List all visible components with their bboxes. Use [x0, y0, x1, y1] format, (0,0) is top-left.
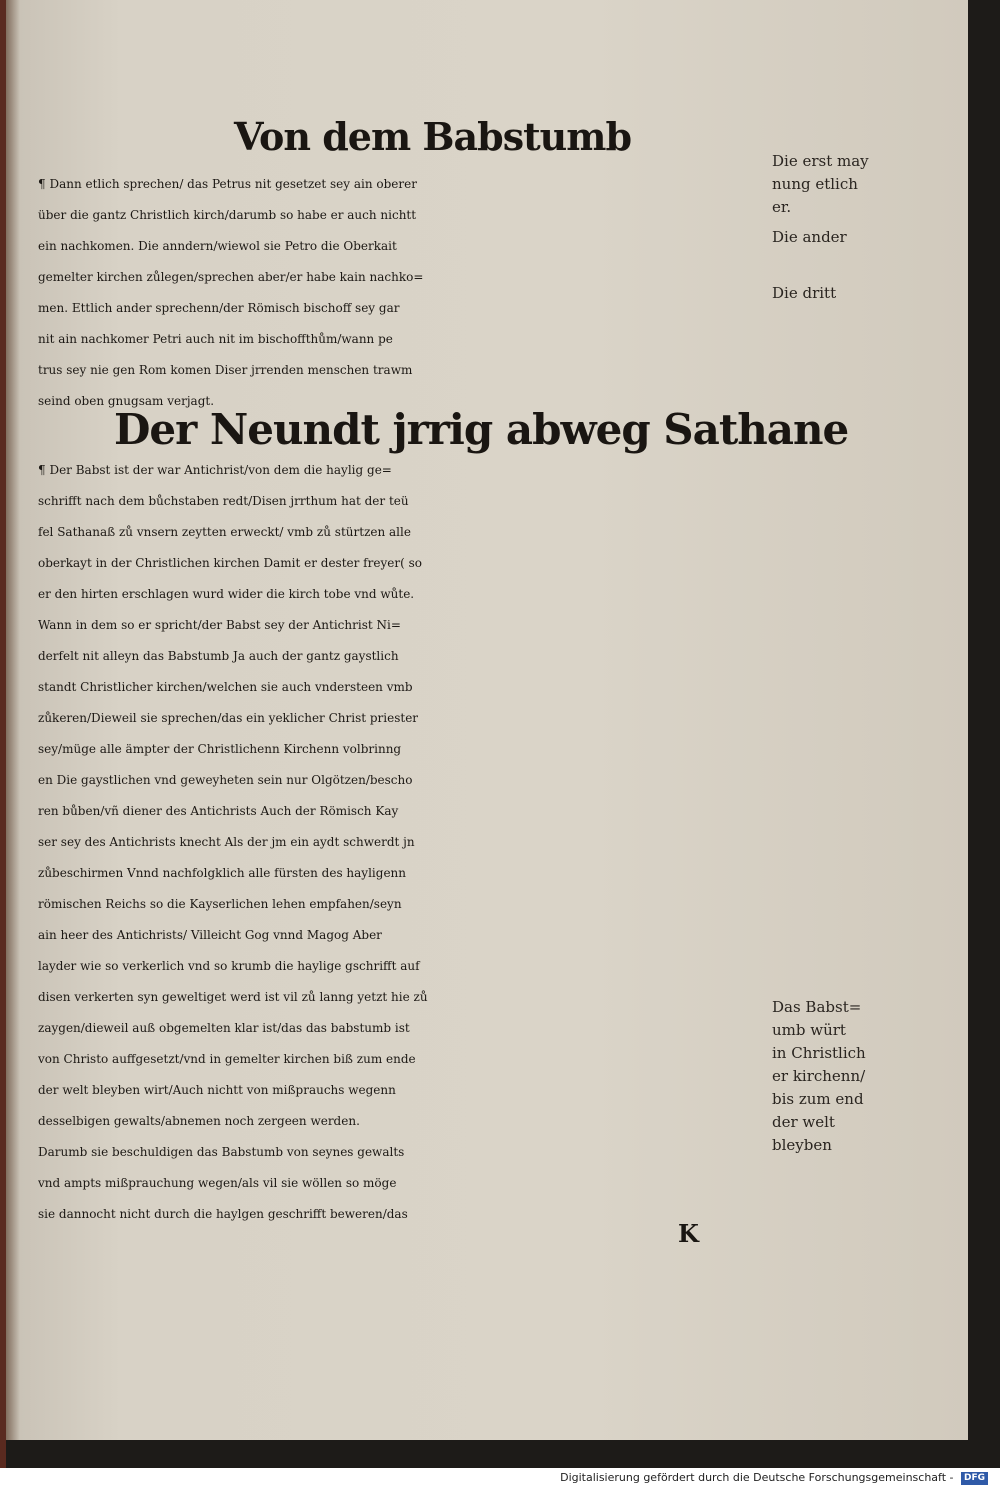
text-line: schrifft nach dem bůchstaben redt/Disen jrrthum hat der teü [38, 494, 409, 508]
text-line: zůkeren/Dieweil sie sprechen/das ein yeklicher Christ priester [38, 711, 419, 725]
text-line: zaygen/dieweil auß obgemelten klar ist/das das babstumb ist [38, 1021, 410, 1035]
marginal-gloss-second [772, 226, 962, 249]
text-line: römischen Reichs so die Kayserlichen lehen empfahen/seyn [38, 897, 402, 911]
section-heading: Der Neundt jrrig abweg Sathane [114, 405, 849, 454]
text-line: desselbigen gewalts/abnemen noch zergeen werden. [38, 1114, 360, 1128]
gloss-line: in Christlich [772, 1044, 866, 1062]
footer-text: Digitalisierung gefördert durch die Deutsche Forschungsgemeinschaft - [560, 1471, 954, 1484]
gloss-line: umb würt [772, 1021, 846, 1039]
text-line: ren bůben/vñ diener des Antichrists Auch der Römisch Kay [38, 804, 399, 818]
text-line: disen verkerten syn geweltiget werd ist vil zů lanng yetzt hie zů [38, 990, 428, 1004]
text-line: Darumb sie beschuldigen das Babstumb von seynes gewalts [38, 1145, 405, 1159]
gloss-line: nung etlich [772, 175, 858, 193]
gloss-line: bis zum end [772, 1090, 864, 1108]
text-line: zůbeschirmen Vnnd nachfolgklich alle fürsten des hayligenn [38, 866, 406, 880]
text-line: gemelter kirchen zůlegen/sprechen aber/er habe kain nachko= [38, 270, 424, 284]
text-line: von Christo auffgesetzt/vnd in gemelter kirchen biß zum ende [38, 1052, 416, 1066]
text-line: standt Christlicher kirchen/welchen sie auch vndersteen vmb [38, 680, 413, 694]
text-line: über die gantz Christlich kirch/darumb so habe er auch nichtt [38, 208, 417, 222]
text-line: der welt bleyben wirt/Auch nichtt von mißprauchs wegenn [38, 1083, 396, 1097]
gloss-line: der welt [772, 1113, 835, 1131]
signature-mark: K [678, 1219, 699, 1248]
marginal-gloss-first [772, 150, 962, 219]
text-line: fel Sathanaß zů vnsern zeytten erweckt/ vmb zů stürtzen alle [38, 525, 411, 539]
marginal-gloss-fourth [772, 996, 962, 1157]
gloss-line: Die erst may [772, 152, 869, 170]
gloss-line: Die dritt [772, 284, 837, 302]
text-line: sie dannocht nicht durch die haylgen geschrifft beweren/das [38, 1207, 408, 1221]
text-line: seind oben gnugsam verjagt. [38, 394, 215, 408]
text-line: ¶ Dann etlich sprechen/ das Petrus nit gesetzet sey ain oberer [38, 177, 417, 191]
text-line: ser sey des Antichrists knecht Als der jm ein aydt schwerdt jn [38, 835, 415, 849]
gloss-line: Die ander [772, 228, 847, 246]
text-line: en Die gaystlichen vnd geweyheten sein nur Olgötzen/bescho [38, 773, 413, 787]
text-line: men. Ettlich ander sprechenn/der Römisch bischoff sey gar [38, 301, 400, 315]
text-line: vnd ampts mißprauchung wegen/als vil sie wöllen so möge [38, 1176, 397, 1190]
footer-credit [560, 1469, 988, 1487]
text-line: trus sey nie gen Rom komen Diser jrrenden menschen trawm [38, 363, 413, 377]
marginal-gloss-third [772, 282, 962, 305]
text-line: oberkayt in der Christlichen kirchen Damit er dester freyer( so [38, 556, 422, 570]
text-line: derfelt nit alleyn das Babstumb Ja auch der gantz gaystlich [38, 649, 399, 663]
gloss-line: er kirchenn/ [772, 1067, 866, 1085]
text-line: ¶ Der Babst ist der war Antichrist/von dem die haylig ge= [38, 463, 392, 477]
page-sheet [6, 0, 968, 1440]
running-heading: Von dem Babstumb [234, 114, 632, 159]
text-line: Wann in dem so er spricht/der Babst sey der Antichrist Ni= [38, 618, 401, 632]
text-line: ein nachkomen. Die anndern/wiewol sie Petro die Oberkait [38, 239, 397, 253]
text-line: er den hirten erschlagen wurd wider die kirch tobe vnd wůte. [38, 587, 415, 601]
text-line: nit ain nachkomer Petri auch nit im bischoffthům/wann pe [38, 332, 393, 346]
gloss-line: Das Babst= [772, 998, 862, 1016]
text-line: ain heer des Antichrists/ Villeicht Gog vnnd Magog Aber [38, 928, 382, 942]
text-line: sey/müge alle ämpter der Christlichenn Kirchenn volbrinng [38, 742, 402, 756]
text-line: layder wie so verkerlich vnd so krumb die haylige gschrifft auf [38, 959, 420, 973]
gloss-line: er. [772, 198, 792, 216]
gloss-line: bleyben [772, 1136, 832, 1154]
dfg-logo[interactable]: DFG [961, 1472, 988, 1485]
